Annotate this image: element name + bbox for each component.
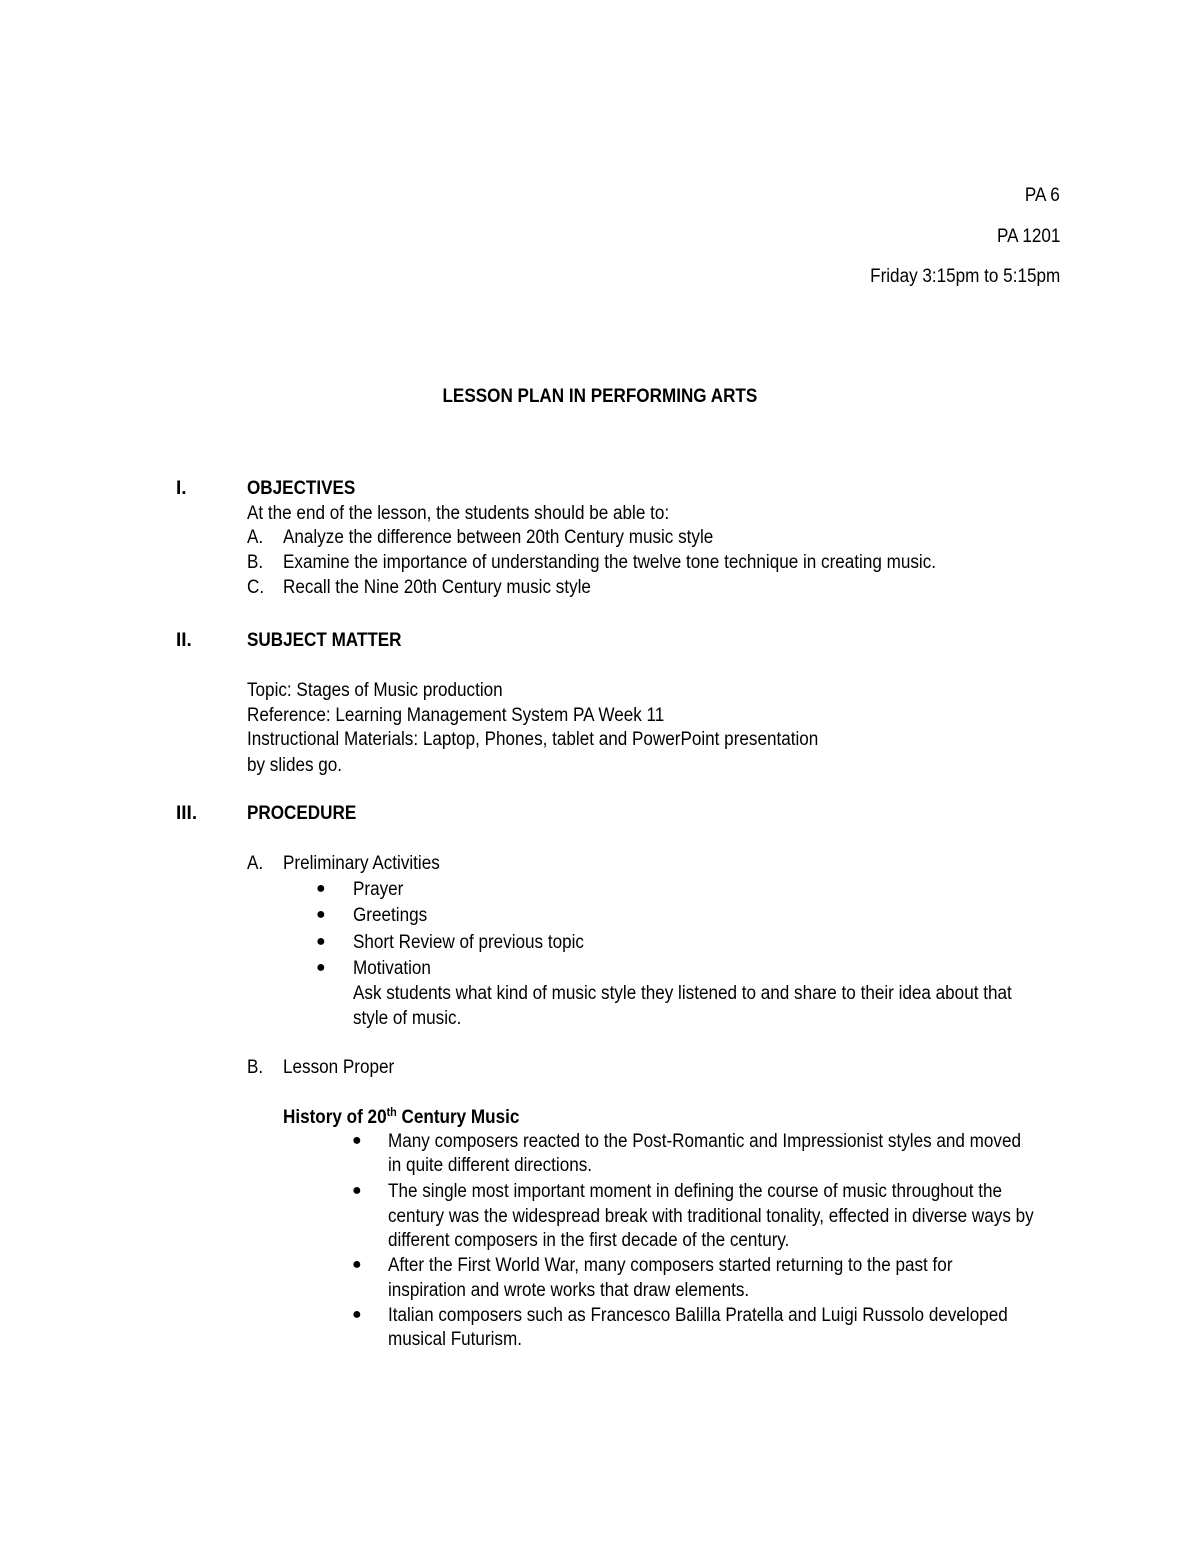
subheading-part: History of 20 xyxy=(283,1107,387,1128)
bullet-icon: ● xyxy=(352,1256,362,1273)
lesson-bullet-text: different composers in the first decade of the century. xyxy=(388,1230,790,1251)
motivation-description-continued: style of music. xyxy=(353,1008,462,1029)
lesson-proper-label: Lesson Proper xyxy=(283,1057,395,1078)
preliminary-item: Greetings xyxy=(353,905,428,926)
lesson-bullet-text: Italian composers such as Francesco Balilla Pratella and Luigi Russolo developed xyxy=(388,1305,1008,1326)
subheading-part: Century Music xyxy=(396,1107,520,1128)
bullet-icon: ● xyxy=(352,1182,362,1199)
bullet-icon: ● xyxy=(316,906,326,923)
bullet-icon: ● xyxy=(352,1306,362,1323)
section-heading-subject-matter: SUBJECT MATTER xyxy=(247,630,402,651)
objectives-intro: At the end of the lesson, the students should be able to: xyxy=(247,503,670,524)
section-number-objectives: I. xyxy=(176,478,187,499)
lesson-bullet-text: The single most important moment in defining the course of music throughout the xyxy=(388,1181,1003,1202)
bullet-icon: ● xyxy=(352,1132,362,1149)
section-code: PA 1201 xyxy=(996,226,1060,247)
section-heading-procedure: PROCEDURE xyxy=(247,803,357,824)
section-number-subject-matter: II. xyxy=(176,630,192,651)
procedure-letter: B. xyxy=(247,1057,264,1078)
subject-topic: Topic: Stages of Music production xyxy=(247,680,503,701)
subject-materials: Instructional Materials: Laptop, Phones, tablet and PowerPoint presentation xyxy=(247,729,819,750)
preliminary-item: Prayer xyxy=(353,879,404,900)
lesson-bullet-text: century was the widespread break with traditional tonality, effected in diverse ways by xyxy=(388,1206,1034,1227)
objective-letter: B. xyxy=(247,552,264,573)
bullet-icon: ● xyxy=(316,880,326,897)
preliminary-item: Motivation xyxy=(353,958,431,979)
section-number-procedure: III. xyxy=(176,803,198,824)
motivation-description: Ask students what kind of music style they listened to and share to their idea about that xyxy=(353,983,1012,1004)
bullet-icon: ● xyxy=(316,933,326,950)
preliminary-item: Short Review of previous topic xyxy=(353,932,584,953)
lesson-bullet-text: musical Futurism. xyxy=(388,1329,522,1350)
objective-text: Examine the importance of understanding the twelve tone technique in creating music. xyxy=(283,552,937,573)
objective-text: Analyze the difference between 20th Century music style xyxy=(283,527,714,548)
lesson-bullet-text: inspiration and wrote works that draw elements. xyxy=(388,1280,750,1301)
subject-reference: Reference: Learning Management System PA Week 11 xyxy=(247,705,665,726)
lesson-bullet-text: in quite different directions. xyxy=(388,1155,593,1176)
document-title-text: LESSON PLAN IN PERFORMING ARTS xyxy=(442,386,758,407)
subject-materials-continued: by slides go. xyxy=(247,755,343,776)
procedure-letter: A. xyxy=(247,853,264,874)
course-code: PA 6 xyxy=(1025,185,1060,206)
preliminary-activities-label: Preliminary Activities xyxy=(283,853,440,874)
objective-text: Recall the Nine 20th Century music style xyxy=(283,577,591,598)
lesson-subheading xyxy=(283,1105,519,1129)
objective-letter: A. xyxy=(247,527,264,548)
lesson-bullet-text: After the First World War, many composers started returning to the past for xyxy=(388,1255,953,1276)
objective-letter: C. xyxy=(247,577,265,598)
subheading-superscript: th xyxy=(386,1105,397,1119)
bullet-icon: ● xyxy=(316,959,326,976)
schedule: Friday 3:15pm to 5:15pm xyxy=(869,266,1060,287)
section-heading-objectives: OBJECTIVES xyxy=(247,478,356,499)
lesson-bullet-text: Many composers reacted to the Post-Romantic and Impressionist styles and moved xyxy=(388,1131,1021,1152)
document-title xyxy=(0,386,1200,408)
